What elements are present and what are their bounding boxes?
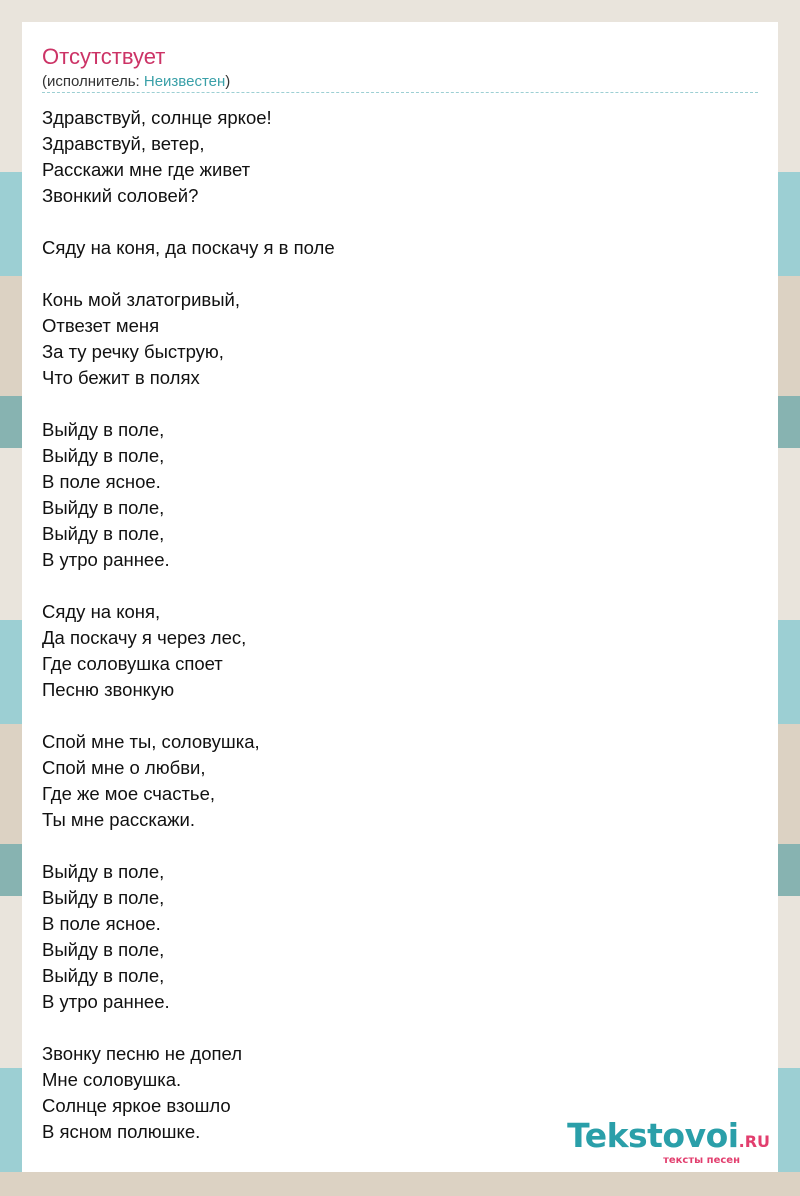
- lyric-line: Выйду в поле,: [42, 965, 165, 986]
- lyric-line: Да поскачу я через лес,: [42, 627, 247, 648]
- lyric-line: Сяду на коня,: [42, 601, 161, 622]
- lyric-line: Мне соловушка.: [42, 1069, 182, 1090]
- artist-suffix: ): [225, 73, 231, 90]
- lyric-line: Отвезет меня: [42, 315, 160, 336]
- stanza-break: [42, 573, 742, 599]
- lyric-line: В утро раннее.: [42, 549, 170, 570]
- logo-tld: .RU: [738, 1132, 770, 1151]
- lyric-line: Выйду в поле,: [42, 523, 165, 544]
- logo-tagline: тексты песен: [663, 1155, 740, 1166]
- artist-link[interactable]: Неизвестен: [143, 73, 226, 90]
- stanza-break: [42, 209, 742, 235]
- lyrics-text: [42, 105, 742, 1145]
- logo-name: Tekstovoi: [567, 1116, 739, 1155]
- site-logo[interactable]: [567, 1116, 770, 1166]
- lyric-line: Спой мне о любви,: [42, 757, 206, 778]
- lyric-line: В утро раннее.: [42, 991, 170, 1012]
- lyric-line: В поле ясное.: [42, 913, 161, 934]
- lyric-line: Солнце яркое взошло: [42, 1095, 231, 1116]
- artist-prefix: (исполнитель:: [42, 73, 144, 90]
- lyric-line: Выйду в поле,: [42, 445, 165, 466]
- stanza-break: [42, 391, 742, 417]
- lyric-line: Выйду в поле,: [42, 497, 165, 518]
- lyric-line: Песню звонкую: [42, 679, 175, 700]
- lyric-line: Ты мне расскажи.: [42, 809, 196, 830]
- lyric-line: Выйду в поле,: [42, 419, 165, 440]
- artist-line: [42, 73, 230, 90]
- lyric-line: Конь мой златогривый,: [42, 289, 241, 310]
- lyric-line: В ясном полюшке.: [42, 1121, 201, 1142]
- lyric-line: Где соловушка споет: [42, 653, 223, 674]
- lyric-line: Спой мне ты, соловушка,: [42, 731, 260, 752]
- lyrics-card: [22, 22, 778, 1172]
- lyric-line: В поле ясное.: [42, 471, 161, 492]
- title-divider: [42, 92, 758, 93]
- background-stripe: [0, 1172, 800, 1196]
- lyric-line: Здравствуй, солнце яркое!: [42, 107, 272, 128]
- lyric-line: Сяду на коня, да поскачу я в поле: [42, 237, 335, 258]
- stanza-break: [42, 703, 742, 729]
- lyric-line: Звонку песню не допел: [42, 1043, 242, 1064]
- lyric-line: Звонкий соловей?: [42, 185, 199, 206]
- stanza-break: [42, 1015, 742, 1041]
- song-title: Отсутствует: [42, 44, 166, 69]
- lyric-line: За ту речку быструю,: [42, 341, 224, 362]
- lyric-line: Расскажи мне где живет: [42, 159, 251, 180]
- stanza-break: [42, 833, 742, 859]
- logo-wordmark: [567, 1116, 770, 1159]
- stanza-break: [42, 261, 742, 287]
- lyric-line: Выйду в поле,: [42, 939, 165, 960]
- lyric-line: Здравствуй, ветер,: [42, 133, 205, 154]
- lyric-line: Что бежит в полях: [42, 367, 200, 388]
- lyric-line: Выйду в поле,: [42, 861, 165, 882]
- lyric-line: Где же мое счастье,: [42, 783, 216, 804]
- lyric-line: Выйду в поле,: [42, 887, 165, 908]
